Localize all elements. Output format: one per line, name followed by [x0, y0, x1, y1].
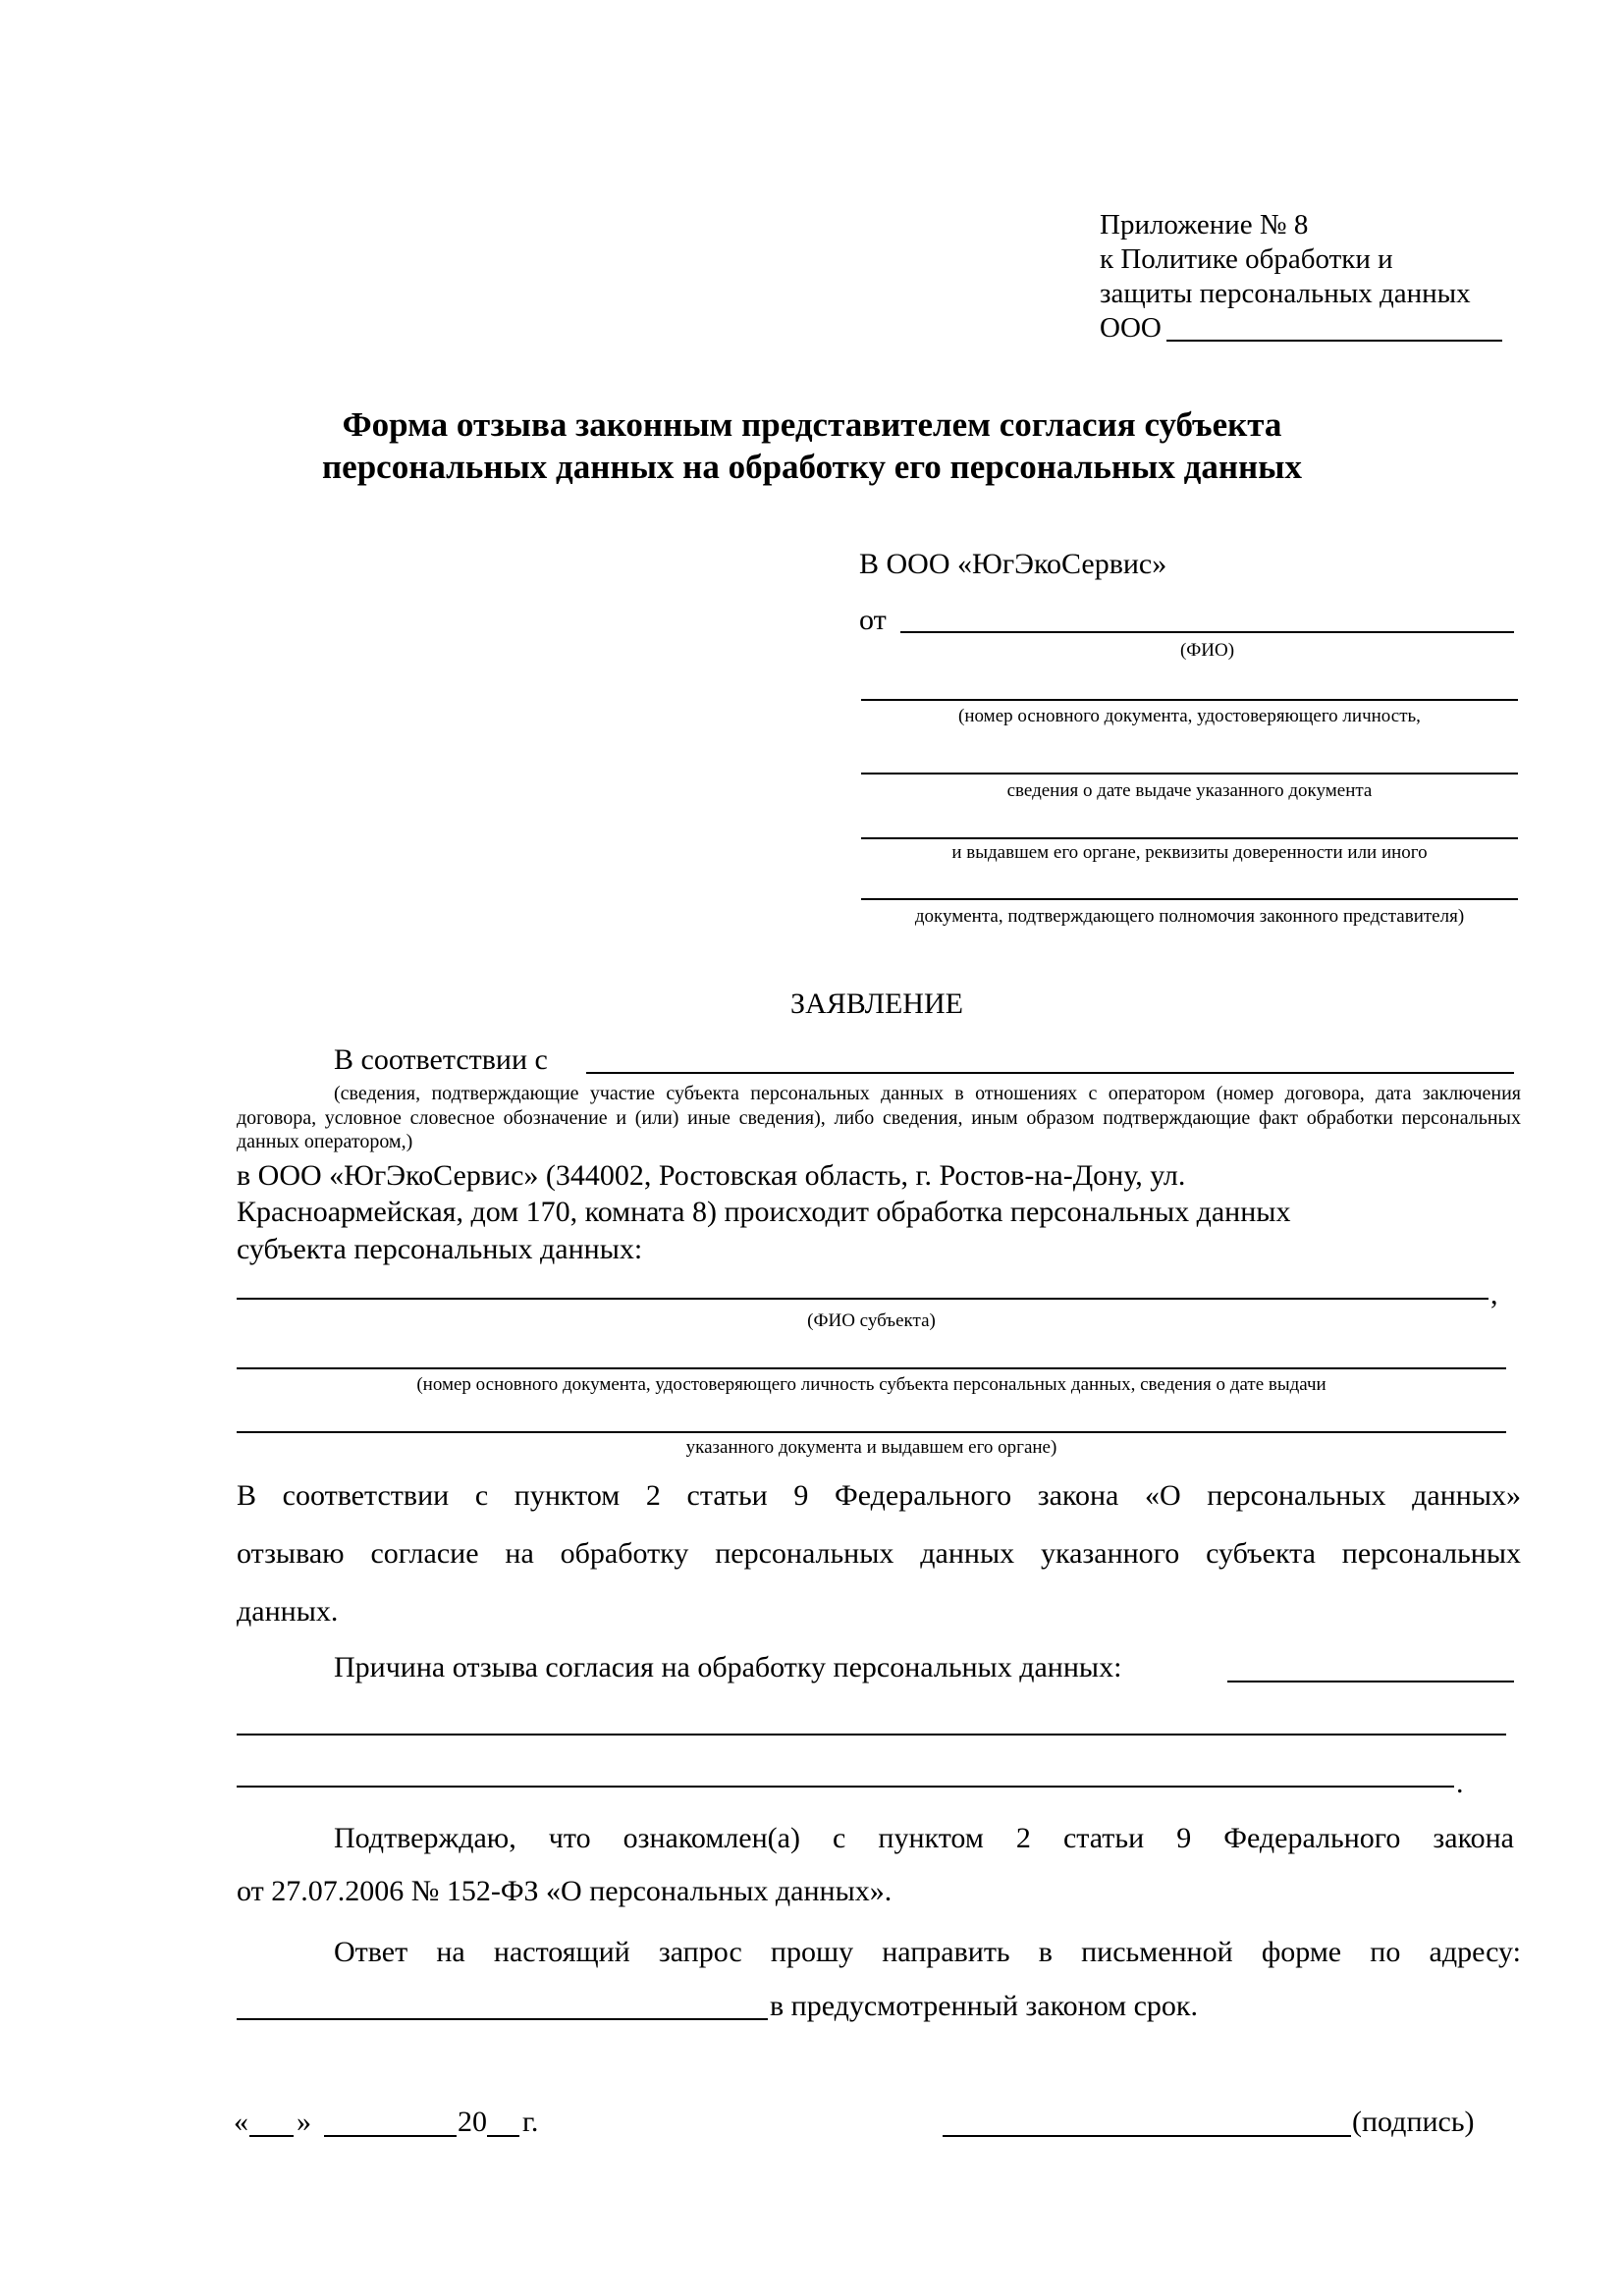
appendix-number: Приложение № 8 — [1100, 209, 1309, 240]
fio-caption: (ФИО) — [1179, 640, 1235, 661]
appendix-company: ООО — [1100, 312, 1162, 344]
confirm-line-2: от 27.07.2006 № 152-ФЗ «О персональных данных». — [237, 1875, 893, 1907]
doc-caption-2: сведения о дате выдаче указанного документа — [1006, 780, 1373, 801]
processing-line-2: Красноармейская, дом 170, комната 8) происходит обработка персональных данных — [237, 1196, 1291, 1228]
subject-fio-caption: (ФИО субъекта) — [807, 1310, 936, 1331]
answer-paragraph — [237, 1923, 1521, 1981]
fio-blank[interactable] — [900, 631, 1514, 633]
subject-doc-blank-1[interactable] — [237, 1367, 1506, 1369]
date-year-prefix: 20 — [458, 2106, 487, 2138]
date-day-blank[interactable] — [249, 2135, 294, 2137]
processing-line-1: в ООО «ЮгЭкоСервис» (344002, Ростовская область, г. Ростов-на-Дону, ул. — [237, 1159, 1186, 1192]
company-blank[interactable] — [1166, 340, 1502, 342]
confirm-line-1: Подтверждаю, что ознакомлен(а) с пунктом 2 статьи 9 Федерального закона — [334, 1822, 1514, 1854]
form-title-line2: персональных данных на обработку его персональных данных — [322, 448, 1302, 486]
appendix-protection: защиты персональных данных — [1100, 278, 1471, 309]
processing-line-3: субъекта персональных данных: — [237, 1233, 643, 1265]
subject-comma: , — [1490, 1278, 1498, 1310]
subject-fio-blank[interactable] — [237, 1298, 1489, 1300]
doc-blank-1[interactable] — [861, 699, 1518, 701]
signature-blank[interactable] — [943, 2135, 1351, 2137]
doc-caption-1: (номер основного документа, удостоверяющего личность, — [958, 706, 1421, 726]
subject-doc-blank-2[interactable] — [237, 1431, 1506, 1433]
statement-heading: ЗАЯВЛЕНИЕ — [790, 988, 963, 1020]
from-label: от — [859, 604, 887, 636]
date-quote-close: » — [297, 2106, 311, 2138]
reason-blank-1[interactable] — [1227, 1681, 1514, 1682]
subject-doc-caption-1: (номер основного документа, удостоверяющего личность субъекта персональных данных, сведения о дате выдачи — [416, 1374, 1326, 1395]
reason-label: Причина отзыва согласия на обработку персональных данных: — [334, 1651, 1122, 1683]
answer-address-blank[interactable] — [237, 2018, 768, 2020]
reason-blank-2[interactable] — [237, 1734, 1506, 1735]
date-year-suffix: г. — [522, 2106, 539, 2138]
revoke-line-1: В соответствии с пунктом 2 статьи 9 Федерального закона «О персональных данных» — [237, 1479, 1521, 1512]
doc-caption-3: и выдавшем его органе, реквизиты доверенности или иного — [951, 842, 1428, 863]
form-title-line1: Форма отзыва законным представителем согласия субъекта — [342, 405, 1282, 444]
revoke-line-3: данных. — [237, 1595, 339, 1628]
date-month-blank[interactable] — [324, 2135, 457, 2137]
date-year-blank[interactable] — [487, 2135, 519, 2137]
doc-blank-4[interactable] — [861, 898, 1518, 900]
signature-label: (подпись) — [1352, 2106, 1475, 2138]
reason-end: . — [1456, 1767, 1464, 1799]
doc-blank-3[interactable] — [861, 837, 1518, 839]
doc-blank-2[interactable] — [861, 773, 1518, 774]
doc-caption-4: документа, подтверждающего полномочия законного представителя) — [914, 906, 1465, 927]
answer-line: Ответ на настоящий запрос прошу направить в письменной форме по адресу: — [334, 1936, 1521, 1968]
appendix-policy: к Политике обработки и — [1100, 243, 1393, 275]
confirm-paragraph — [237, 1809, 1514, 1867]
reason-blank-3[interactable] — [237, 1786, 1454, 1788]
date-quote-open: « — [234, 2106, 248, 2138]
revoke-paragraph — [237, 1467, 1521, 1640]
revoke-line-2: отзываю согласие на обработку персональных данных указанного субъекта персональных — [237, 1537, 1521, 1570]
subject-doc-caption-2: указанного документа и выдавшем его органе) — [685, 1437, 1057, 1458]
accordance-caption: (сведения, подтверждающие участие субъекта персональных данных в отношениях с оператором (номер договора, дата заключения договора, условное словесное обозначение и (или) иные сведения), либо сведения, иным образом подтверждающие факт обработки персональных данных оператором,) — [237, 1083, 1521, 1152]
accordance-label: В соответствии с — [334, 1043, 548, 1076]
answer-tail: в предусмотренный законом срок. — [770, 1990, 1198, 2022]
accordance-blank[interactable] — [586, 1072, 1514, 1074]
addressee-to: В ООО «ЮгЭкоСервис» — [859, 548, 1167, 580]
